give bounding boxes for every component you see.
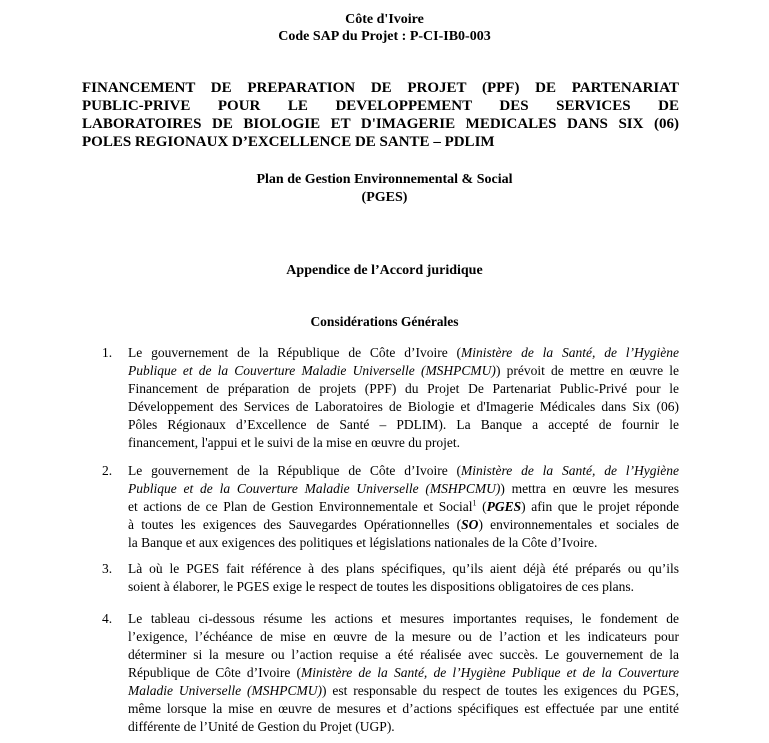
section-heading: Considérations Générales — [310, 314, 459, 329]
item-line: Pôles Régionaux d’Excellence de Santé – PDLIM). La Banque a accepté de fournir le — [128, 417, 679, 432]
item-line: Là où le PGES fait référence à des plans spécifiques, qu’ils aient déjà été préparés ou qu’ils — [128, 561, 679, 576]
subtitle-line-2: (PGES) — [361, 190, 408, 205]
footnote-marker: 1 — [472, 498, 477, 508]
item-line: financement, l'appui et le suivi de la mise en œuvre du projet. — [128, 435, 460, 450]
italic-text: Ministère de la Santé, de l’Hygiène — [461, 463, 680, 478]
item-line: à toutes les exigences des Sauvegardes Opérationnelles (SO) environnementales et sociales de — [128, 517, 679, 532]
item-number: 1. — [102, 345, 113, 360]
title-line-3: LABORATOIRES DE BIOLOGIE ET D'IMAGERIE MEDICALES DANS SIX (06) — [82, 116, 679, 132]
italic-text: Ministère de la Santé, de l’Hygiène Publique et de la Couverture — [301, 665, 679, 680]
country-heading: Côte d'Ivoire — [345, 12, 424, 27]
sap-code: Code SAP du Projet : P-CI-IB0-003 — [278, 29, 491, 44]
bold-italic-text: PGES — [486, 499, 522, 514]
item-line: Publique et de la Couverture Maladie Universelle (MSHPCMU)) prévoit de mettre en œuvre le — [128, 363, 679, 378]
item-line: Le gouvernement de la République de Côte d’Ivoire (Ministère de la Santé, de l’Hygiène — [128, 345, 680, 360]
item-line: Le gouvernement de la République de Côte d’Ivoire (Ministère de la Santé, de l’Hygiène — [128, 463, 680, 478]
item-line: Le tableau ci-dessous résume les actions et mesures importantes requises, le fondement de — [128, 611, 679, 626]
italic-text: Publique et de la Couverture Maladie Universelle (MSHPCMU) — [128, 481, 501, 496]
item-number: 4. — [102, 611, 113, 626]
item-line: Publique et de la Couverture Maladie Universelle (MSHPCMU)) mettra en œuvre les mesures — [128, 481, 679, 496]
title-line-1: FINANCEMENT DE PREPARATION DE PROJET (PPF) DE PARTENARIAT — [82, 80, 679, 96]
document-title — [82, 79, 679, 151]
bold-italic-text: SO — [461, 517, 479, 532]
italic-text: Maladie Universelle (MSHPCMU) — [128, 683, 322, 698]
list-item — [102, 610, 679, 736]
appendix-heading: Appendice de l’Accord juridique — [286, 263, 483, 278]
item-line: Maladie Universelle (MSHPCMU)) est responsable du respect de toutes les exigences du PGES, — [128, 683, 679, 698]
list-item — [102, 344, 680, 452]
list-item — [102, 462, 680, 552]
item-line: différente de l’Unité de Gestion du Projet (UGP). — [128, 719, 395, 734]
item-line: déterminer si la mesure ou l’action requise a été réalisée avec succès. Le gouvernement de la — [128, 647, 679, 662]
item-line: même lorsque la mise en œuvre de mesures et d’actions spécifiques est effectuée par une entité — [128, 701, 679, 716]
item-line: la Banque et aux exigences des politiques et législations nationales de la Côte d’Ivoire. — [128, 535, 598, 550]
item-line: l’exigence, l’échéance de mise en œuvre de la mesure ou de l’action et les indicateurs pour — [128, 629, 679, 644]
italic-text: Publique et de la Couverture Maladie Universelle (MSHPCMU) — [128, 363, 496, 378]
item-line: Développement des Services de Laboratoires de Biologie et d'Imagerie Médicales dans Six (06) — [128, 399, 679, 414]
title-line-4: POLES REGIONAUX D’EXCELLENCE DE SANTE – PDLIM — [82, 134, 495, 150]
item-number: 3. — [102, 561, 113, 576]
item-line: Financement de préparation de projets (PPF) du Projet De Partenariat Public-Privé pour le — [128, 381, 679, 396]
item-line: République de Côte d’Ivoire (Ministère de la Santé, de l’Hygiène Publique et de la Couverture — [128, 665, 679, 680]
subtitle-line-1: Plan de Gestion Environnemental & Social — [256, 172, 513, 187]
italic-text: Ministère de la Santé, de l’Hygiène — [461, 345, 680, 360]
list-item — [102, 560, 679, 596]
item-line: et actions de ce Plan de Gestion Environnementale et Social$^1$ (PGES) afin que le projet réponde — [128, 498, 679, 514]
title-line-2: PUBLIC-PRIVE POUR LE DEVELOPPEMENT DES SERVICES DE — [82, 98, 679, 114]
item-number: 2. — [102, 463, 113, 478]
item-line: soient à élaborer, le PGES exige le respect de toutes les dispositions obligatoires de ces plans. — [128, 579, 634, 594]
